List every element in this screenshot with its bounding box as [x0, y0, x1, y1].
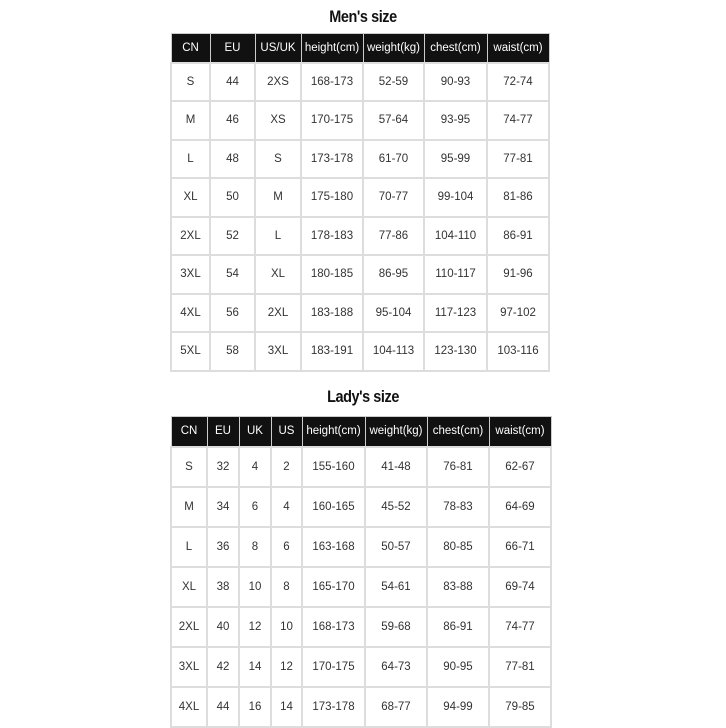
table-cell: 123-130	[424, 332, 487, 371]
table-cell: XL	[255, 255, 301, 294]
table-cell: 36	[207, 527, 239, 567]
table-cell: 77-86	[363, 217, 424, 256]
column-header: chest(cm)	[424, 34, 487, 63]
table-cell: 6	[239, 487, 271, 527]
table-cell: 4XL	[171, 687, 207, 727]
table-cell: 52	[210, 217, 255, 256]
table-cell: 46	[210, 101, 255, 140]
table-cell: 104-113	[363, 332, 424, 371]
table-cell: XL	[171, 178, 210, 217]
table-cell: M	[171, 487, 207, 527]
table-cell: 93-95	[424, 101, 487, 140]
table-cell: 4	[271, 487, 302, 527]
table-cell: XL	[171, 567, 207, 607]
table-row	[171, 217, 549, 256]
table-cell: 5XL	[171, 332, 210, 371]
table-cell: 10	[239, 567, 271, 607]
table-cell: 3XL	[171, 255, 210, 294]
table-cell: 50	[210, 178, 255, 217]
table-row	[171, 178, 549, 217]
table-cell: 183-191	[301, 332, 363, 371]
table-cell: 170-175	[302, 647, 365, 687]
table-cell: 99-104	[424, 178, 487, 217]
table-cell: 40	[207, 607, 239, 647]
table-cell: L	[171, 140, 210, 179]
table-cell: 117-123	[424, 294, 487, 333]
ladys-size-table	[170, 416, 552, 728]
table-cell: 77-81	[489, 647, 551, 687]
table-cell: 91-96	[487, 255, 549, 294]
table-cell: 103-116	[487, 332, 549, 371]
table-cell: 48	[210, 140, 255, 179]
table-cell: 68-77	[365, 687, 427, 727]
column-header: height(cm)	[302, 417, 365, 447]
table-cell: 79-85	[489, 687, 551, 727]
column-header: EU	[207, 417, 239, 447]
table-cell: 173-178	[301, 140, 363, 179]
table-cell: 90-93	[424, 63, 487, 102]
table-cell: 70-77	[363, 178, 424, 217]
table-row	[171, 255, 549, 294]
table-cell: 2XL	[171, 607, 207, 647]
table-cell: 170-175	[301, 101, 363, 140]
table-cell: 59-68	[365, 607, 427, 647]
column-header: weight(kg)	[363, 34, 424, 63]
table-cell: 155-160	[302, 447, 365, 487]
table-cell: 56	[210, 294, 255, 333]
column-header: UK	[239, 417, 271, 447]
table-cell: 66-71	[489, 527, 551, 567]
table-cell: 58	[210, 332, 255, 371]
table-cell: 12	[239, 607, 271, 647]
table-cell: 78-83	[427, 487, 489, 527]
table-cell: 76-81	[427, 447, 489, 487]
table-cell: 74-77	[489, 607, 551, 647]
column-header: height(cm)	[301, 34, 363, 63]
table-cell: 160-165	[302, 487, 365, 527]
table-cell: 54	[210, 255, 255, 294]
table-cell: 163-168	[302, 527, 365, 567]
table-cell: 41-48	[365, 447, 427, 487]
column-header: weight(kg)	[365, 417, 427, 447]
table-cell: 61-70	[363, 140, 424, 179]
table-cell: 183-188	[301, 294, 363, 333]
table-cell: 95-104	[363, 294, 424, 333]
table-cell: 2XL	[255, 294, 301, 333]
table-cell: 173-178	[302, 687, 365, 727]
table-cell: 74-77	[487, 101, 549, 140]
table-cell: 77-81	[487, 140, 549, 179]
table-cell: 94-99	[427, 687, 489, 727]
table-cell: 44	[210, 63, 255, 102]
table-cell: 168-173	[302, 607, 365, 647]
column-header: EU	[210, 34, 255, 63]
table-cell: 165-170	[302, 567, 365, 607]
table-cell: 14	[239, 647, 271, 687]
table-cell: 2XS	[255, 63, 301, 102]
table-cell: 6	[271, 527, 302, 567]
table-row	[171, 527, 551, 567]
table-cell: 175-180	[301, 178, 363, 217]
table-row	[171, 607, 551, 647]
column-header: US	[271, 417, 302, 447]
table-cell: 32	[207, 447, 239, 487]
table-cell: 8	[239, 527, 271, 567]
table-cell: 69-74	[489, 567, 551, 607]
table-row	[171, 647, 551, 687]
table-cell: XS	[255, 101, 301, 140]
table-cell: 2XL	[171, 217, 210, 256]
table-row	[171, 294, 549, 333]
table-row	[171, 63, 549, 102]
table-cell: 57-64	[363, 101, 424, 140]
table-row	[171, 101, 549, 140]
table-cell: 50-57	[365, 527, 427, 567]
table-cell: 90-95	[427, 647, 489, 687]
table-cell: 72-74	[487, 63, 549, 102]
table-cell: 38	[207, 567, 239, 607]
table-cell: 10	[271, 607, 302, 647]
table-cell: S	[171, 63, 210, 102]
table-cell: 54-61	[365, 567, 427, 607]
table-cell: 12	[271, 647, 302, 687]
column-header: CN	[171, 34, 210, 63]
table-cell: M	[255, 178, 301, 217]
table-cell: 180-185	[301, 255, 363, 294]
ladys-size-title: Lady's size	[327, 387, 399, 406]
table-cell: 168-173	[301, 63, 363, 102]
table-cell: S	[171, 447, 207, 487]
table-cell: L	[255, 217, 301, 256]
table-cell: 16	[239, 687, 271, 727]
table-row	[171, 687, 551, 727]
table-cell: 2	[271, 447, 302, 487]
table-row	[171, 567, 551, 607]
table-cell: S	[255, 140, 301, 179]
table-cell: 80-85	[427, 527, 489, 567]
column-header: waist(cm)	[489, 417, 551, 447]
table-cell: 110-117	[424, 255, 487, 294]
table-cell: 64-69	[489, 487, 551, 527]
table-cell: M	[171, 101, 210, 140]
table-row	[171, 332, 549, 371]
table-cell: 8	[271, 567, 302, 607]
table-cell: 52-59	[363, 63, 424, 102]
table-row	[171, 487, 551, 527]
table-cell: 3XL	[171, 647, 207, 687]
table-cell: L	[171, 527, 207, 567]
table-cell: 4	[239, 447, 271, 487]
column-header: waist(cm)	[487, 34, 549, 63]
table-cell: 86-91	[487, 217, 549, 256]
table-cell: 3XL	[255, 332, 301, 371]
table-cell: 86-95	[363, 255, 424, 294]
table-cell: 4XL	[171, 294, 210, 333]
table-cell: 62-67	[489, 447, 551, 487]
table-cell: 81-86	[487, 178, 549, 217]
mens-size-table	[170, 33, 550, 372]
table-cell: 104-110	[424, 217, 487, 256]
table-row	[171, 140, 549, 179]
table-cell: 95-99	[424, 140, 487, 179]
table-cell: 97-102	[487, 294, 549, 333]
table-cell: 45-52	[365, 487, 427, 527]
table-cell: 44	[207, 687, 239, 727]
table-cell: 86-91	[427, 607, 489, 647]
mens-size-title: Men's size	[329, 7, 397, 26]
header-row	[171, 417, 551, 447]
column-header: CN	[171, 417, 207, 447]
column-header: US/UK	[255, 34, 301, 63]
table-cell: 83-88	[427, 567, 489, 607]
table-row	[171, 447, 551, 487]
table-cell: 14	[271, 687, 302, 727]
table-cell: 178-183	[301, 217, 363, 256]
header-row	[171, 34, 549, 63]
table-cell: 64-73	[365, 647, 427, 687]
column-header: chest(cm)	[427, 417, 489, 447]
table-cell: 42	[207, 647, 239, 687]
table-cell: 34	[207, 487, 239, 527]
